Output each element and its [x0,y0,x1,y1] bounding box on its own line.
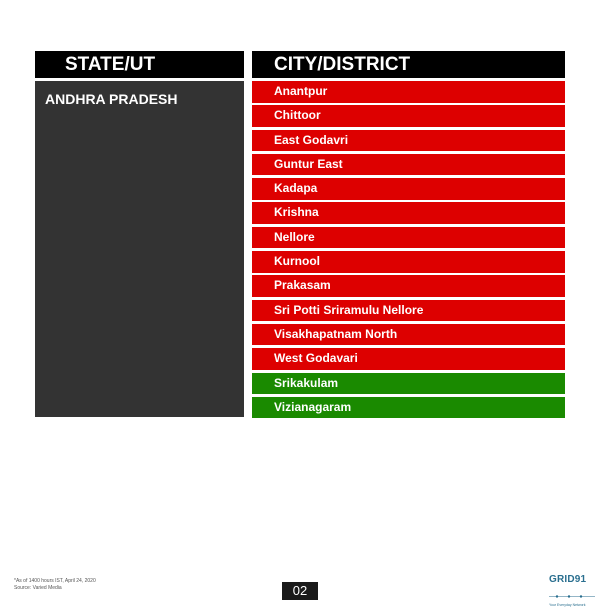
city-row [252,227,565,249]
city-name: Visakhapatnam North [274,326,398,341]
city-row [252,397,565,419]
city-row [252,324,565,346]
footnote [14,578,96,592]
city-row [252,348,565,370]
city-name: Vizianagaram [274,399,352,414]
city-row [252,373,565,395]
city-name: Krishna [274,205,319,220]
city-row [252,154,565,176]
city-row [252,81,565,103]
city-name: Guntur East [274,156,343,171]
city-row [252,251,565,273]
logo-text: GRID91 [549,574,587,585]
city-name: Kadapa [274,181,318,196]
city-name: Sri Potti Sriramulu Nellore [274,302,424,317]
grid91-logo [549,574,595,607]
city-row [252,178,565,200]
city-row [252,275,565,297]
city-name: Chittoor [274,108,321,123]
city-row [252,130,565,152]
city-column-header: CITY/DISTRICT [252,51,565,78]
city-row [252,300,565,322]
city-name: Nellore [274,229,315,244]
page-number: 02 [282,582,318,600]
state-name: ANDHRA PRADESH [45,91,178,107]
city-name: Prakasam [274,278,331,293]
city-name: Kurnool [274,254,320,269]
state-cell [35,81,244,417]
logo-dots-icon [549,595,595,598]
city-name: Anantpur [274,84,328,98]
state-column-header: STATE/UT [35,51,244,78]
city-list [252,81,565,421]
city-name: West Godavari [274,351,358,366]
footnote-source: Source: Varied Media [14,585,62,591]
city-name: Srikakulam [274,375,339,390]
city-row [252,202,565,224]
city-name: East Godavri [274,132,349,147]
logo-tagline: Your Everyday Network [549,603,586,607]
city-row [252,105,565,127]
footnote-date: *As of 1400 hours IST, April 24, 2020 [14,578,96,584]
